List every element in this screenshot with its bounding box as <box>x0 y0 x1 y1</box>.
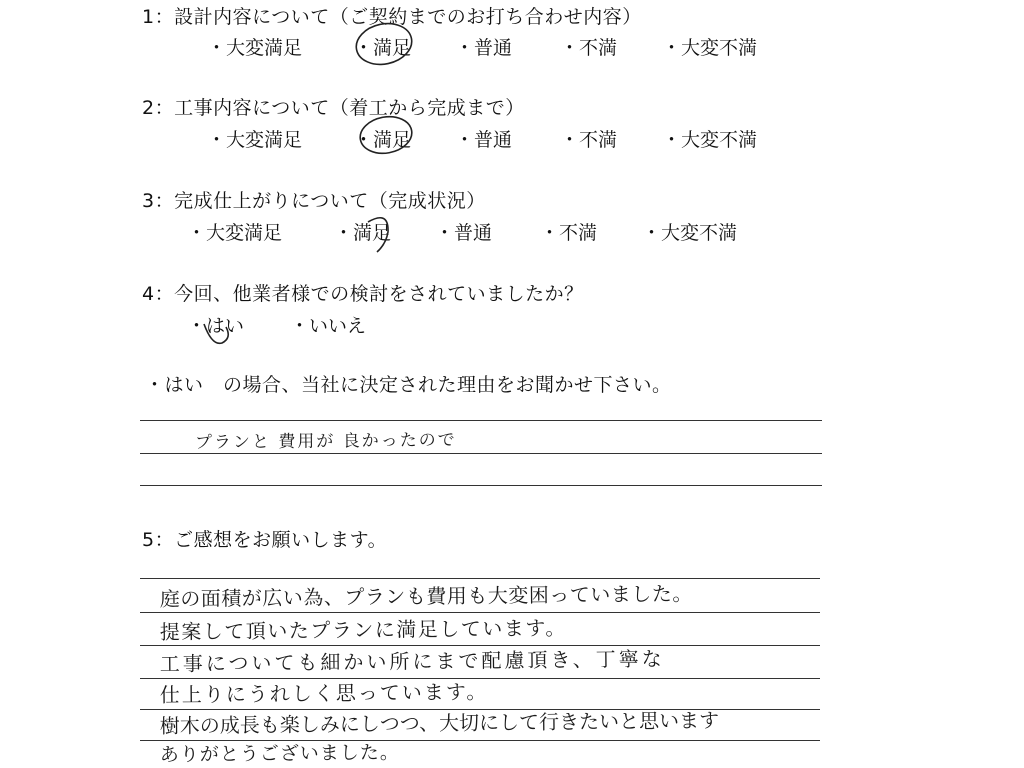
q1-option-dissatisfied[interactable]: ・不満 <box>560 37 618 59</box>
q4-option-no[interactable]: ・いいえ <box>290 315 367 337</box>
q2-option-normal[interactable]: ・普通 <box>455 129 513 151</box>
question-4-title: 4：今回、他業者様での検討をされていましたか？ <box>142 283 584 305</box>
comment-text-line[interactable]: 提案して頂いたプランに満足しています。 <box>159 615 567 645</box>
q4-option-yes[interactable]: ・はい <box>187 315 245 337</box>
comment-text-line[interactable]: 仕上りにうれしく思っています。 <box>159 679 489 708</box>
reason-line-1 <box>140 420 822 421</box>
q1-option-very-satisfied[interactable]: ・大変満足 <box>207 37 303 59</box>
comment-text-line[interactable]: ありがとうございました。 <box>159 741 400 767</box>
comment-text-line[interactable]: 工事についても細かい所にまで配慮頂き、丁寧な <box>159 646 665 677</box>
q3-option-very-satisfied[interactable]: ・大変満足 <box>187 222 283 244</box>
q3-option-dissatisfied[interactable]: ・不満 <box>540 222 598 244</box>
reason-line-2 <box>140 453 822 454</box>
comment-text-line[interactable]: 庭の面積が広い為、プランも費用も大変困っていました。 <box>159 581 693 612</box>
question-3-title: 3：完成仕上がりについて（完成状況） <box>142 190 486 212</box>
q3-option-very-dissatisfied[interactable]: ・大変不満 <box>642 222 738 244</box>
q2-option-dissatisfied[interactable]: ・不満 <box>560 129 618 151</box>
q2-option-very-satisfied[interactable]: ・大変満足 <box>207 129 303 151</box>
q3-option-normal[interactable]: ・普通 <box>435 222 493 244</box>
comment-text-line[interactable]: 樹木の成長も楽しみにしつつ、大切にして行きたいと思います <box>159 708 720 739</box>
reason-line-3 <box>140 485 822 486</box>
q1-option-normal[interactable]: ・普通 <box>455 37 513 59</box>
question-1-title: 1：設計内容について（ご契約までのお打ち合わせ内容） <box>142 6 642 28</box>
q2-option-very-dissatisfied[interactable]: ・大変不満 <box>662 129 758 151</box>
question-2-title: 2：工事内容について（着工から完成まで） <box>142 97 525 119</box>
q1-option-satisfied[interactable]: ・満足 <box>354 37 412 59</box>
q1-option-very-dissatisfied[interactable]: ・大変不満 <box>662 37 758 59</box>
reason-handwritten-answer[interactable]: プランと 費用が 良かったので <box>194 430 457 453</box>
question-5-title: 5：ご感想をお願いします。 <box>142 529 388 551</box>
reason-prompt: ・はい の場合、当社に決定された理由をお聞かせ下さい。 <box>145 374 672 396</box>
q2-option-satisfied[interactable]: ・満足 <box>354 129 412 151</box>
q3-option-satisfied[interactable]: ・満足 <box>334 222 392 244</box>
